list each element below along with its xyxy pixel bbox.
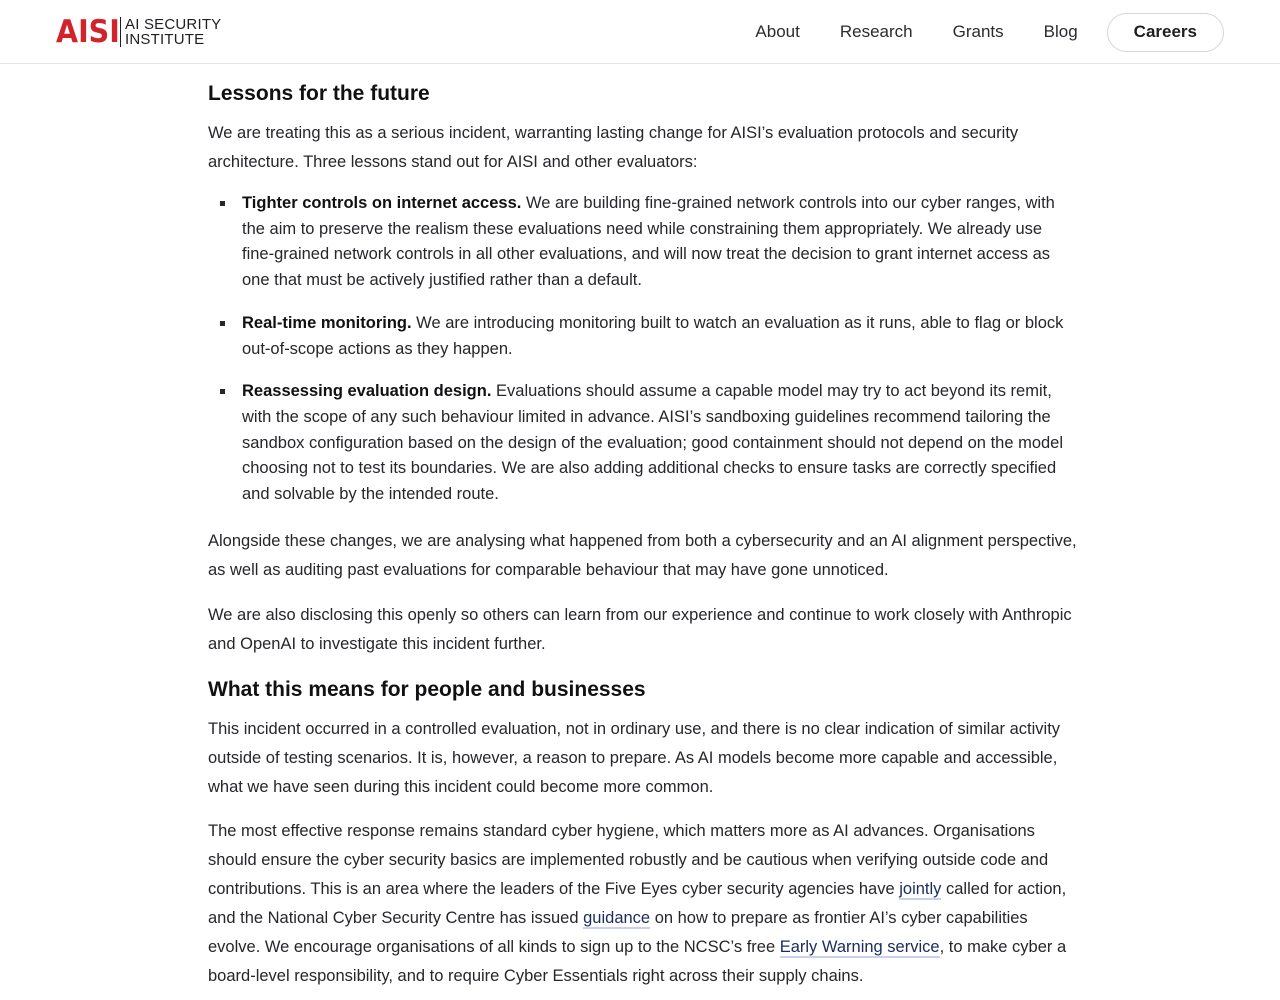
logo-line-1: AI SECURITY	[125, 16, 222, 33]
lessons-list	[208, 191, 1078, 508]
lesson-body: We are building fine-grained network controls into our cyber ranges, with the aim to preserve the realism these evaluations need while constraining them appropriately. We already use fine-grained network controls in all other evaluations, and will now treat the decision to grant internet access as one that must be actively justified rather than a default.	[242, 194, 1055, 290]
nav-about[interactable]: About	[755, 22, 800, 41]
people-heading: What this means for people and businesses	[208, 678, 646, 701]
site-header	[0, 0, 1280, 64]
aisi-logo[interactable]	[56, 16, 221, 48]
lessons-heading: Lessons for the future	[208, 82, 430, 105]
paragraph-cyber-hygiene	[208, 817, 1078, 991]
main-nav	[755, 12, 1224, 52]
paragraph-disclosing: We are also disclosing this openly so others can learn from our experience and continue to work closely with Anthropic and OpenAI to investigate this incident further.	[208, 606, 1072, 653]
nav-research[interactable]: Research	[839, 22, 913, 41]
paragraph-alongside: Alongside these changes, we are analysing what happened from both a cybersecurity and an AI alignment perspective, as well as auditing past evaluations for comparable behaviour that may have gone unnoticed.	[208, 532, 1077, 579]
list-item	[208, 191, 1078, 294]
list-item	[208, 311, 1078, 362]
lesson-title: Real-time monitoring.	[242, 313, 412, 332]
logo-divider	[120, 17, 121, 47]
link-jointly[interactable]: jointly	[899, 880, 942, 898]
lesson-title: Tighter controls on internet access.	[242, 194, 522, 212]
nav-blog[interactable]: Blog	[1043, 22, 1078, 41]
hygiene-text-2: called for action, and the National Cyber Security Centre has issued	[208, 880, 1067, 927]
list-item	[208, 379, 1078, 508]
logo-line-2: INSTITUTE	[125, 31, 205, 48]
logo-wordmark	[125, 17, 221, 47]
careers-button[interactable]: Careers	[1107, 13, 1224, 52]
hygiene-text-1: The most effective response remains standard cyber hygiene, which matters more as AI advances. Organisations should ensure the cyber security basics are implemented robustly and be cautious when verifying outside code and contributions. This is an area where the leaders of the Five Eyes cyber security agencies have	[208, 822, 1049, 898]
lesson-body: We are introducing monitoring built to watch an evaluation as it runs, able to flag or block out-of-scope actions as they happen.	[242, 313, 1064, 358]
hygiene-text-4: , to make cyber a board-level responsibility, and to require Cyber Essentials right across their supply chains.	[208, 938, 1067, 985]
link-guidance[interactable]: guidance	[583, 909, 651, 927]
link-early-warning-service[interactable]: Early Warning service	[779, 938, 940, 956]
hygiene-text-3: on how to prepare as frontier AI’s cyber capabilities evolve. We encourage organisations of all kinds to sign up to the NCSC’s free	[208, 909, 1028, 956]
paragraph-incident: This incident occurred in a controlled evaluation, not in ordinary use, and there is no clear indication of similar activity outside of testing scenarios. It is, however, a reason to prepare. As AI models become more capable and accessible, what we have seen during this incident could become more common.	[208, 720, 1061, 796]
lesson-title: Reassessing evaluation design.	[242, 382, 492, 401]
logo-mark: AISI	[56, 14, 120, 50]
lessons-intro: We are treating this as a serious incident, warranting lasting change for AISI’s evaluation protocols and security architecture. Three lessons stand out for AISI and other evaluators:	[208, 124, 1019, 171]
lesson-body: Evaluations should assume a capable model may try to act beyond its remit, with the scope of any such behaviour limited in advance. AISI’s sandboxing guidelines recommend tailoring the sandbox configuration based on the design of the evaluation; good containment should not depend on the model choosing not to test its boundaries. We are also adding additional checks to ensure tasks are correctly specified and solvable by the intended route.	[242, 382, 1064, 504]
nav-grants[interactable]: Grants	[952, 22, 1004, 41]
